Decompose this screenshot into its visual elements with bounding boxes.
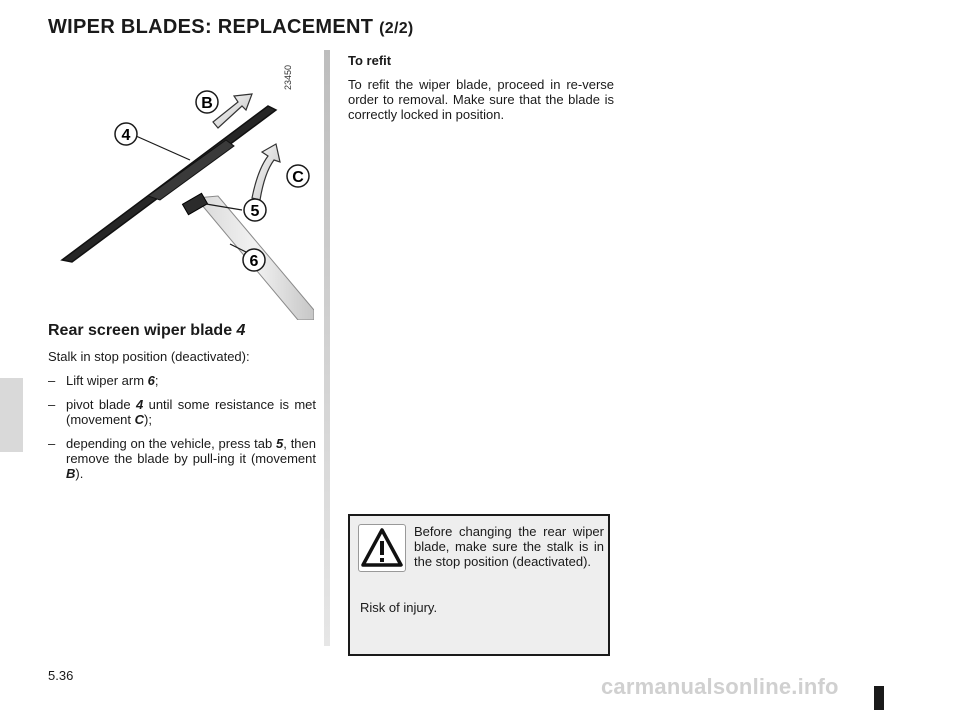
refit-text: To refit the wiper blade, proceed in re-verse order to removal. Make sure that the blade is correctly locked in position. <box>348 77 614 122</box>
page-number: 5.36 <box>48 668 74 683</box>
step-text: ). <box>75 466 84 481</box>
step-text: ; <box>154 373 159 388</box>
list-item <box>48 397 316 427</box>
section-heading-text: Rear screen wiper blade <box>48 322 233 339</box>
step-text: ); <box>144 412 152 427</box>
step-text: , then remove the blade by pull-ing it (movement <box>66 436 317 466</box>
callout-6 <box>243 249 265 271</box>
warning-risk: Risk of injury. <box>360 600 438 615</box>
callout-b-label: B <box>201 95 213 112</box>
column-divider <box>324 50 330 646</box>
refit-heading: To refit <box>348 53 392 68</box>
list-item <box>48 373 316 388</box>
step-ref: 5 <box>276 436 284 451</box>
callout-4-label: 4 <box>121 127 131 144</box>
leader-line-4 <box>136 136 190 160</box>
wiper-blade-illustration <box>48 48 314 320</box>
page-title-text: WIPER BLADES: REPLACEMENT <box>48 16 374 38</box>
warning-box <box>348 514 610 656</box>
wiper-blade-frame <box>148 140 234 200</box>
list-item <box>48 436 316 481</box>
callout-b <box>196 91 218 113</box>
warning-triangle-icon <box>358 524 406 572</box>
intro-text: Stalk in stop position (deactivated): <box>48 349 250 364</box>
callout-c <box>287 165 309 187</box>
callout-5-label: 5 <box>250 203 260 220</box>
page-title <box>48 16 414 39</box>
step-text: until some resistance is met (movement <box>66 397 316 427</box>
page-title-part: (2/2) <box>379 20 414 37</box>
callout-6-label: 6 <box>249 253 259 270</box>
step-ref: B <box>66 466 76 481</box>
mounting-tab-5 <box>182 193 207 214</box>
wiper-blade-drawing <box>48 48 314 320</box>
watermark: carmanualsonline.info <box>601 674 839 699</box>
step-text: Lift wiper arm <box>66 373 148 388</box>
movement-arrow-c <box>252 144 280 200</box>
chapter-tab <box>0 378 23 452</box>
warning-text: Before changing the rear wiper blade, make sure the stalk is in the stop position (deactivated). <box>414 524 604 569</box>
section-heading-ref: 4 <box>236 322 246 339</box>
callout-4 <box>115 123 137 145</box>
step-ref: 4 <box>136 397 144 412</box>
figure-code: 23450 <box>283 64 293 90</box>
step-ref: C <box>134 412 145 427</box>
step-text: pivot blade <box>66 397 136 412</box>
section-heading <box>48 322 245 340</box>
steps-list <box>48 373 316 490</box>
step-ref: 6 <box>147 373 155 388</box>
callout-5 <box>244 199 266 221</box>
step-text: depending on the vehicle, press tab <box>66 436 277 451</box>
callout-c-label: C <box>292 169 304 186</box>
corner-mark <box>874 686 884 710</box>
